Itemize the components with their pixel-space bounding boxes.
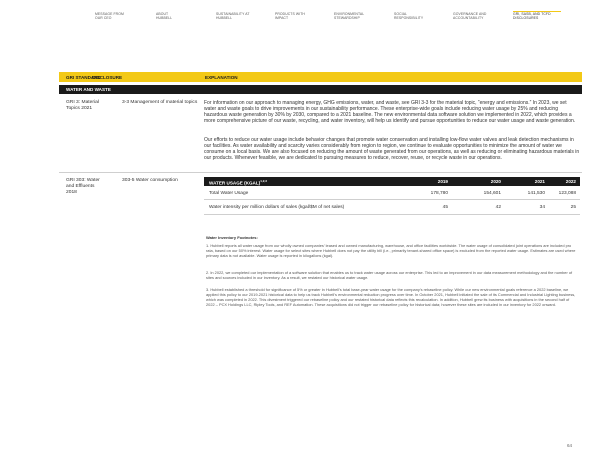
nav-item-sustainability-at-hubbell[interactable] — [216, 9, 264, 20]
gri-standard-cell — [66, 100, 122, 112]
gri-standard-line1: GRI 303: Water — [66, 178, 100, 183]
nav-item-label-line2: HUBBELL — [216, 16, 233, 20]
nav-item-label-line2: IMPACT — [275, 16, 289, 20]
nav-item-governance-and-accountability[interactable] — [453, 9, 501, 20]
nav-item-label-line1: GOVERNANCE AND — [453, 11, 487, 16]
row-divider — [204, 214, 580, 215]
nav-item-message-from-ceo[interactable] — [95, 9, 143, 20]
explanation-paragraph: Our efforts to reduce our water usage include behavior changes that promote water conservation and installing low-flow water valves and leak detection mechanisms in our facilities. As water availability and scarcity varies considerably from region to region, we continue to evaluate opportunities to minimize the amount of water we consume on a local basis. We are also focused on reducing the amount of waste generated from our operations, as well as reducing or eliminating hazardous materials in our products. Whenever feasible, we are dedicated to pursuing measures to reduce, recover, reuse, or recycle waste in our operations. — [204, 137, 580, 162]
explanation-paragraph: For information on our approach to managing energy, GHG emissions, water, and waste, see GRI 3-3 for the material topic, “energy and emissions.” In 2023, we set water and waste goals to drive improvements in our sustainability performance. These enterprise-wide goals include reducing water usage by 25% and reducing hazardous waste generation by 30% by 2030, compared to a 2021 baseline. The new environmental data software solution we implemented in 2022, which provides a more comprehensive picture of our waste, recycling, and water inventory, will help us identify and pursue opportunities to reduce our water usage and waste generation. — [204, 100, 576, 125]
nav-item-label-line1: PRODUCTS WITH — [275, 11, 305, 16]
row-value: 45 — [442, 204, 448, 210]
footnote-item: 2. In 2022, we completed our implementation of a software solution that enables us to track water usage across our enterprise. This led to an improvement in our data measurement methodology and the number of sites and sources included in our inventory. As a result, we restated our historical water usage. — [206, 270, 573, 281]
section-title: WATER AND WASTE — [66, 87, 111, 93]
gri-standard-line3: 2018 — [66, 190, 77, 195]
nav-item-label-line1: GRI, SASB, AND TCFD — [513, 11, 551, 16]
year-header: 2022 — [565, 179, 576, 185]
disclosure-cell: 3-3 Management of material topics — [122, 100, 198, 105]
nav-item-label-line1: ABOUT — [156, 11, 169, 16]
nav-item-label-line2: RESPONSIBILITY — [394, 16, 424, 20]
nav-item-label-line2: OUR CEO — [95, 16, 112, 20]
gri-standard-line2: and Effluents — [66, 184, 95, 189]
water-usage-header — [204, 177, 580, 186]
water-usage-title-text: WATER USAGE (KGAL) — [209, 180, 261, 186]
header-disclosure: DISCLOSURE — [92, 74, 123, 80]
nav-item-environmental-stewardship[interactable] — [334, 9, 382, 20]
header-explanation: EXPLANATION — [205, 74, 238, 80]
footnote-item: 1. Hubbell reports all water usage from our wholly owned companies’ leased and owned manufacturing, warehouse, and office facilities worldwide. The water usage of consolidated joint operations are included pro rata, based on our 50% interest. Water usage for select sites where Hubbell does not pay the utility bill (i.e., primarily tenant-shared office space) is excluded from the reported water usage. Estimates are used where primary data is not available. Water usage is reported in kilogallons (kgal). — [206, 243, 576, 259]
year-header: 2020 — [490, 179, 501, 185]
row-value: 178,780 — [430, 190, 448, 196]
water-usage-title-sup: 1,2,3 — [260, 179, 267, 184]
nav-item-social-responsibility[interactable] — [394, 9, 442, 20]
nav-item-gri-sasb-tcfd-disclosures[interactable] — [513, 9, 561, 20]
row-value: 123,088 — [558, 190, 576, 196]
row-label: Water intensity per million dollars of sales (kgal/$M of net sales) — [209, 204, 345, 210]
water-usage-title — [209, 179, 267, 186]
table-row — [204, 202, 580, 212]
table-header — [59, 72, 582, 82]
nav-item-about-hubbell[interactable] — [156, 9, 204, 20]
row-value: 34 — [539, 204, 545, 210]
row-divider — [204, 199, 580, 200]
nav-item-label-line1: MESSAGE FROM — [95, 11, 124, 16]
nav-item-label-line1: SUSTAINABILITY AT — [216, 11, 250, 16]
footnotes-title: Water Inventory Footnotes: — [206, 235, 258, 240]
footnote-item: 3. Hubbell established a threshold for significance of 5% or greater in Hubbell’s total base-year water usage for the company’s rebaseline policy. While our new environmental goals reference a 2022 baseline, we applied this policy to our 2019-2021 historical data to help us track Hubbell’s environmental reduction progress over time. In October 2021, Hubbell initiated the sale of its Commercial and Industrial Lighting business, which was completed in 2022. This divestment triggered our rebaseline policy and our restated historical data reflects this recalculation. In addition, Hubbell grew its business with acquisitions in the second half of 2022 – PCX Holdings LLC, Ripley Tools, and REF Automation. These acquisitions did not trigger our rebaseline policy for historical data; however these sites are included in our inventory for 2022 onward. — [206, 287, 576, 308]
nav-item-label-line1: SOCIAL — [394, 11, 408, 16]
gri-standard-cell — [66, 178, 122, 196]
nav-item-label-line2: ACCOUNTABILITY — [453, 16, 484, 20]
nav-item-products-with-impact[interactable] — [275, 9, 323, 20]
row-label: Total Water Usage — [209, 190, 249, 196]
row-value: 154,601 — [483, 190, 501, 196]
row-value: 25 — [570, 204, 576, 210]
header-gri-standard: GRI STANDARD — [66, 74, 101, 80]
year-header: 2019 — [437, 179, 448, 185]
nav-item-label-line1: ENVIRONMENTAL — [334, 11, 365, 16]
row-value: 42 — [495, 204, 501, 210]
table-row — [204, 188, 580, 198]
top-navigation — [95, 9, 578, 25]
disclosure-cell: 303-5 Water consumption — [122, 178, 178, 183]
gri-standard-line1: GRI 3: Material — [66, 100, 99, 105]
row-divider — [59, 172, 582, 173]
nav-item-label-line2: STEWARDSHIP — [334, 16, 360, 20]
gri-standard-line2: Topics 2021 — [66, 106, 93, 111]
nav-item-label-line2: DISCLOSURES — [513, 16, 539, 20]
section-header — [59, 85, 582, 94]
nav-item-label-line2: HUBBELL — [156, 16, 173, 20]
row-value: 141,530 — [527, 190, 545, 196]
page-number: 64 — [567, 443, 573, 448]
year-header: 2021 — [534, 179, 545, 185]
